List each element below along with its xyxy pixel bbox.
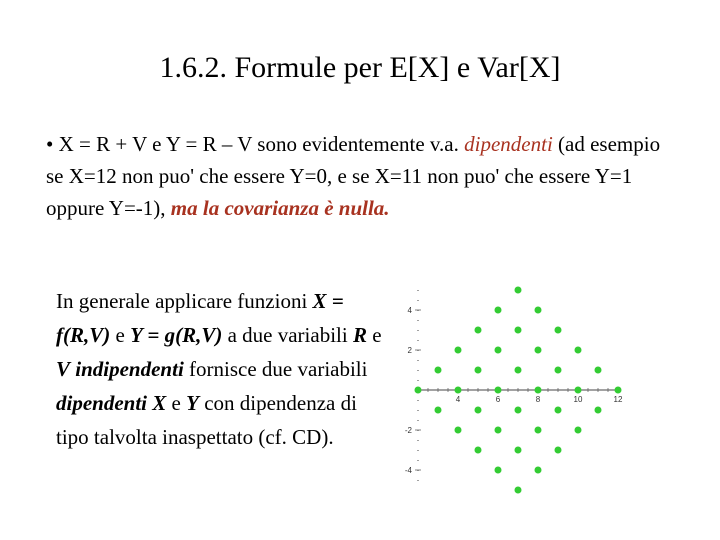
data-point xyxy=(495,467,502,474)
data-point xyxy=(435,407,442,414)
functions-paragraph xyxy=(56,284,386,454)
data-point xyxy=(615,387,622,394)
covarianza-emphasis: ma la covarianza è nulla. xyxy=(170,196,390,220)
dipendenti-emphasis-2: dipendenti xyxy=(56,391,148,415)
data-point xyxy=(455,427,462,434)
y-function: Y = g(R,V) xyxy=(130,323,223,347)
bullet-paragraph xyxy=(46,128,676,224)
slide-title: 1.6.2. Formule per E[X] e Var[X] xyxy=(159,51,561,84)
y-tick-label: -4 xyxy=(404,466,412,475)
y-tick-label: 2 xyxy=(407,346,412,355)
scatter-plot xyxy=(398,276,638,500)
para-text-4: e xyxy=(366,323,382,347)
data-point xyxy=(515,447,522,454)
para-text-6: fornisce due variabili xyxy=(183,357,368,381)
data-point xyxy=(475,327,482,334)
data-point xyxy=(575,387,582,394)
data-point xyxy=(555,447,562,454)
data-point xyxy=(515,327,522,334)
data-point xyxy=(455,347,462,354)
data-point xyxy=(535,347,542,354)
y-tick-label: 4 xyxy=(407,306,412,315)
para-text-9: con dipendenza di tipo talvolta inaspettato (cf. CD). xyxy=(56,391,357,449)
indipendenti-emphasis: indipendenti xyxy=(75,357,184,381)
data-point xyxy=(535,387,542,394)
data-point xyxy=(435,367,442,374)
var-x: X xyxy=(152,391,167,415)
dipendenti-emphasis: dipendenti xyxy=(464,132,553,156)
data-point xyxy=(495,307,502,314)
para-text-2: e xyxy=(110,323,131,347)
data-point xyxy=(515,287,522,294)
data-point xyxy=(515,367,522,374)
data-point xyxy=(595,367,602,374)
para-text-1: In generale applicare funzioni xyxy=(56,289,313,313)
data-point xyxy=(515,407,522,414)
var-v: V xyxy=(56,357,71,381)
data-point xyxy=(495,347,502,354)
bullet-text-2: (ad esempio se X=12 non puo' che essere Y=0, e se X=11 non puo' che essere Y=1 oppure Y=-1), xyxy=(46,132,661,220)
data-point xyxy=(535,307,542,314)
data-point xyxy=(495,387,502,394)
data-point xyxy=(475,367,482,374)
para-text-3: a due variabili xyxy=(222,323,353,347)
data-point xyxy=(555,407,562,414)
x-tick-label: 12 xyxy=(613,395,623,404)
var-y: Y xyxy=(186,391,199,415)
data-point xyxy=(475,447,482,454)
data-point xyxy=(595,407,602,414)
data-point xyxy=(535,427,542,434)
y-tick-label: -2 xyxy=(404,426,412,435)
data-point xyxy=(455,387,462,394)
data-point xyxy=(575,347,582,354)
para-text-8: e xyxy=(166,391,187,415)
bullet-marker: • xyxy=(46,132,54,156)
var-r: R xyxy=(352,323,367,347)
x-tick-label: 10 xyxy=(573,395,583,404)
data-point xyxy=(515,487,522,494)
data-point xyxy=(535,467,542,474)
x-tick-label: 8 xyxy=(535,395,541,404)
data-point xyxy=(555,327,562,334)
data-point xyxy=(415,387,422,394)
data-point xyxy=(475,407,482,414)
x-tick-label: 4 xyxy=(455,395,461,404)
data-point xyxy=(575,427,582,434)
data-point xyxy=(495,427,502,434)
x-function: X = f(R,V) xyxy=(56,289,344,347)
bullet-text-1: X = R + V e Y = R – V sono evidentemente v.a. xyxy=(53,132,465,156)
x-tick-label: 6 xyxy=(495,395,501,404)
data-point xyxy=(555,367,562,374)
